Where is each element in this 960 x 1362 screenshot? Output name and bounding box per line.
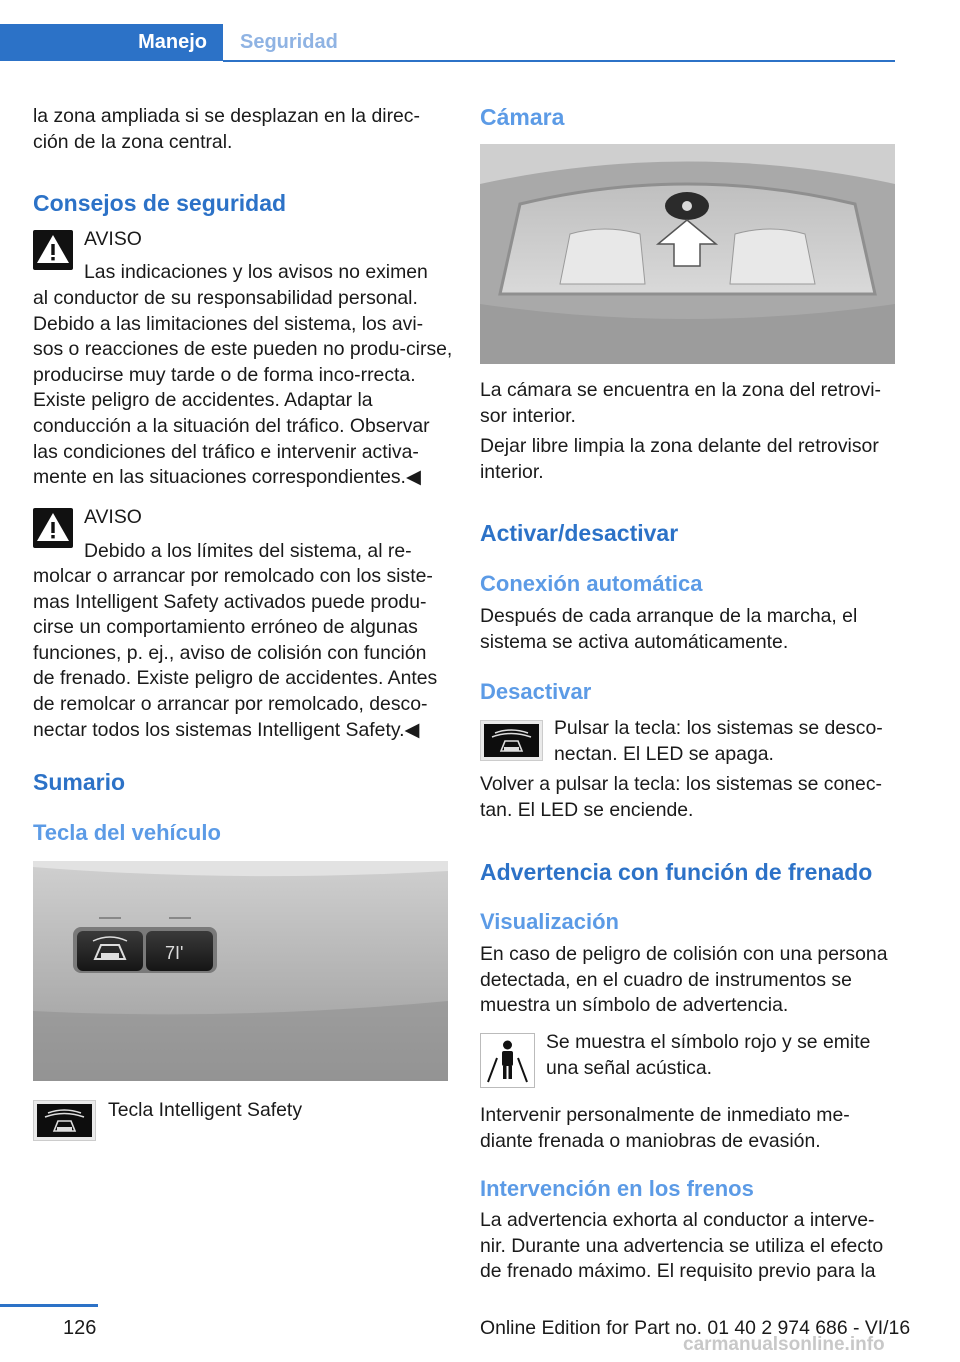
tab-manejo-label: Manejo [138, 31, 207, 53]
auto-heading: Conexión automática [480, 571, 703, 596]
button-caption: Tecla Intelligent Safety [108, 1099, 303, 1121]
vehicle-button-photo [33, 861, 448, 1081]
camera-photo [480, 144, 895, 364]
warning1-title: AVISO [84, 228, 142, 250]
camera-text-1: La cámara se encuentra en la zona del retrovi- sor interior. [480, 379, 881, 427]
symbol-text: Se muestra el símbolo rojo y se emite una señal acústica. [546, 1031, 871, 1079]
watermark: carmanualsonline.info [683, 1334, 885, 1355]
intervene-text: Intervenir personalmente de inmediato me- diante frenada o maniobras de evasión. [480, 1104, 850, 1152]
auto-text: Después de cada arranque de la marcha, el sistema se activa automáticamente. [480, 605, 858, 653]
warning2-first-line: Debido a los límites del sistema, al re- [84, 540, 412, 562]
intelligent-safety-button-icon [33, 1100, 96, 1141]
pedestrian-warning-icon [480, 1033, 535, 1088]
intro-text: la zona ampliada si se desplazan en la direc- ción de la zona central. [33, 105, 420, 153]
page-number: 126 [63, 1317, 97, 1339]
warning2-text: molcar o arrancar por remolcado con los siste-mas Intelligent Safety activados puede produ-cirse un comportamiento erróneo de algunas funciones, p. ej., aviso de colisión con función de frenado. Existe peligro de accidentes. Antes de remolcar o arrancar por remolcado, desco-nectar todos los sistemas Intelligent Safety.◀ [33, 565, 438, 741]
brake-heading: Intervención en los frenos [480, 1176, 754, 1201]
safety-heading: Consejos de seguridad [33, 190, 287, 216]
warning1-first-line: Las indicaciones y los avisos no eximen [84, 261, 428, 283]
page-header [0, 0, 895, 62]
edition-text: Online Edition for Part no. 01 40 2 974 686 - VI/16 [480, 1317, 911, 1339]
warning2-title: AVISO [84, 506, 142, 528]
camera-heading: Cámara [480, 104, 565, 130]
warning1-text: al conductor de su responsabilidad personal. Debido a las limitaciones del sistema, los avi-sos o reacciones de este pueden no produ-cirse, producirse muy tarde o de forma inco-rrecta. Existe peligro de accidentes. Adaptar la conducción a la situación del tráfico. Observar las condiciones del tráfico e intervenir activa-mente en las situaciones correspondientes.◀ [33, 287, 453, 489]
tab-manejo[interactable] [0, 24, 223, 61]
reactivate-text: Volver a pulsar la tecla: los sistemas se conec- tan. El LED se enciende. [480, 773, 882, 821]
intelligent-safety-button-icon [480, 720, 543, 761]
brake-warning-heading: Advertencia con función de frenado [480, 859, 873, 885]
display-text: En caso de peligro de colisión con una persona detectada, en el cuadro de instrumentos se muestra un símbolo de advertencia. [480, 943, 888, 1017]
tab-seguridad[interactable]: Seguridad [240, 31, 338, 53]
brake-text: La advertencia exhorta al conductor a interve- nir. Durante una advertencia se utiliza el efecto de frenado máximo. El requisito previo para la [480, 1209, 884, 1283]
warning-triangle-icon [33, 230, 73, 270]
summary-heading: Sumario [33, 769, 126, 795]
vehicle-button-heading: Tecla del vehículo [33, 820, 221, 845]
camera-text-2: Dejar libre limpia la zona delante del retrovisor interior. [480, 435, 879, 483]
activate-heading: Activar/desactivar [480, 520, 679, 546]
svg-text:7I': 7I' [165, 943, 184, 963]
deactivate-text: Pulsar la tecla: los sistemas se desco- nectan. El LED se apaga. [554, 717, 883, 765]
deactivate-heading: Desactivar [480, 679, 592, 704]
footer-rule [0, 1304, 98, 1307]
warning-triangle-icon [33, 508, 73, 548]
header-rule [223, 60, 895, 62]
display-heading: Visualización [480, 909, 619, 934]
